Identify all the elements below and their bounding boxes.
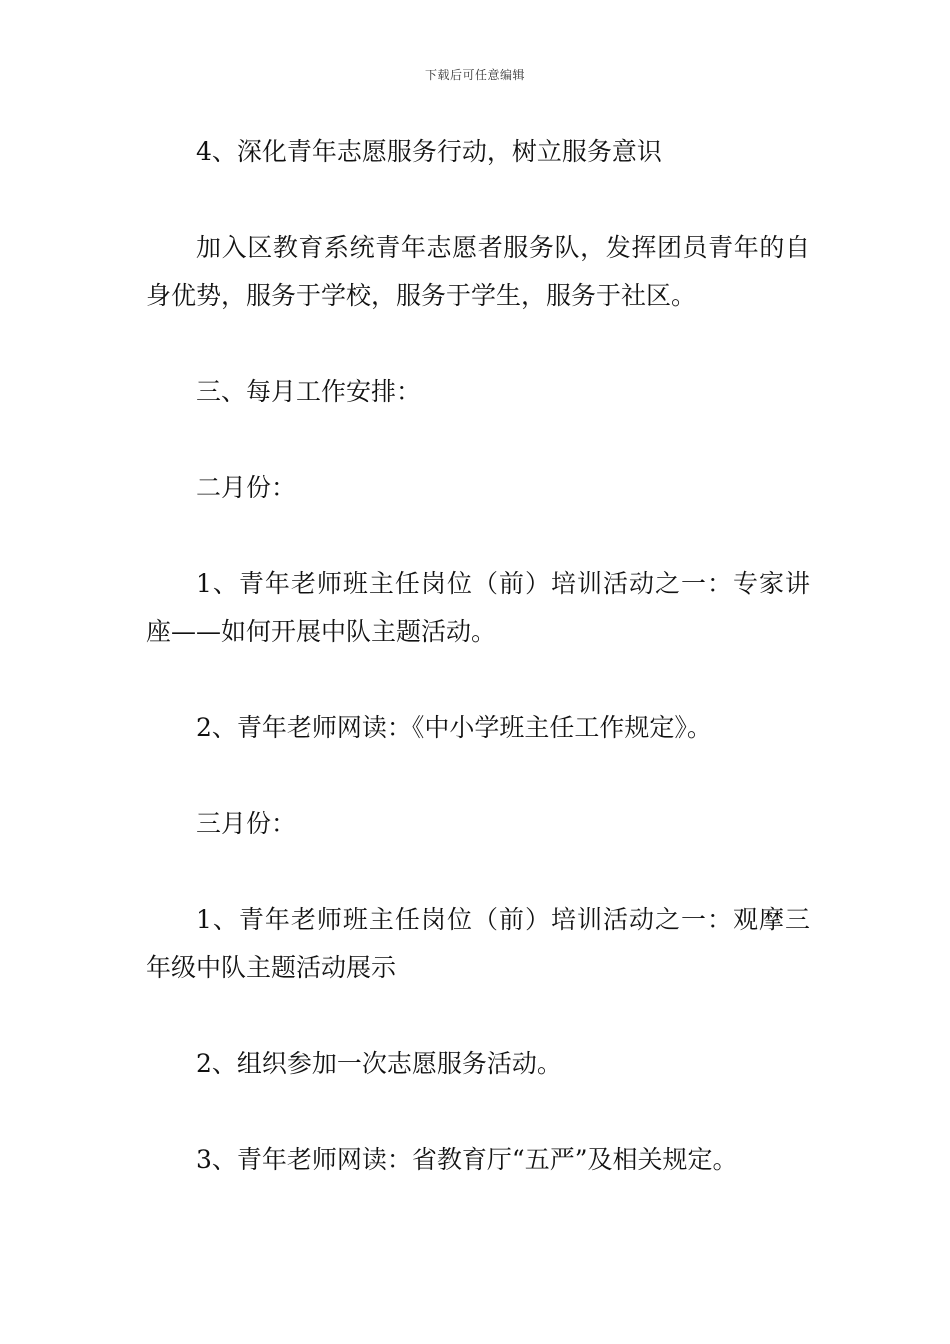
paragraph-march-item-1: 1、青年老师班主任岗位（前）培训活动之一：观摩三年级中队主题活动展示: [146, 905, 810, 982]
paragraph-february-heading: 二月份：: [196, 473, 297, 502]
paragraph-march-heading: 三月份：: [196, 809, 297, 838]
paragraph-march-item-2: 2、组织参加一次志愿服务活动。: [196, 1049, 562, 1078]
paragraph-february-item-2: 2、青年老师网读：《中小学班主任工作规定》。: [196, 713, 712, 742]
paragraph-february-item-1: 1、青年老师班主任岗位（前）培训活动之一：专家讲座——如何开展中队主题活动。: [146, 569, 810, 646]
paragraph-march-item-3: 3、青年老师网读：省教育厅“五严”及相关规定。: [196, 1145, 738, 1174]
header-note: 下载后可任意编辑: [424, 68, 525, 82]
paragraph-volunteer-team: 加入区教育系统青年志愿者服务队，发挥团员青年的自身优势，服务于学校，服务于学生，服务于社区。: [146, 233, 810, 310]
paragraph-monthly-plan-heading: 三、每月工作安排：: [196, 377, 422, 406]
document-body: [146, 128, 810, 1232]
paragraph-section-4: 4、深化青年志愿服务行动，树立服务意识: [196, 137, 662, 166]
